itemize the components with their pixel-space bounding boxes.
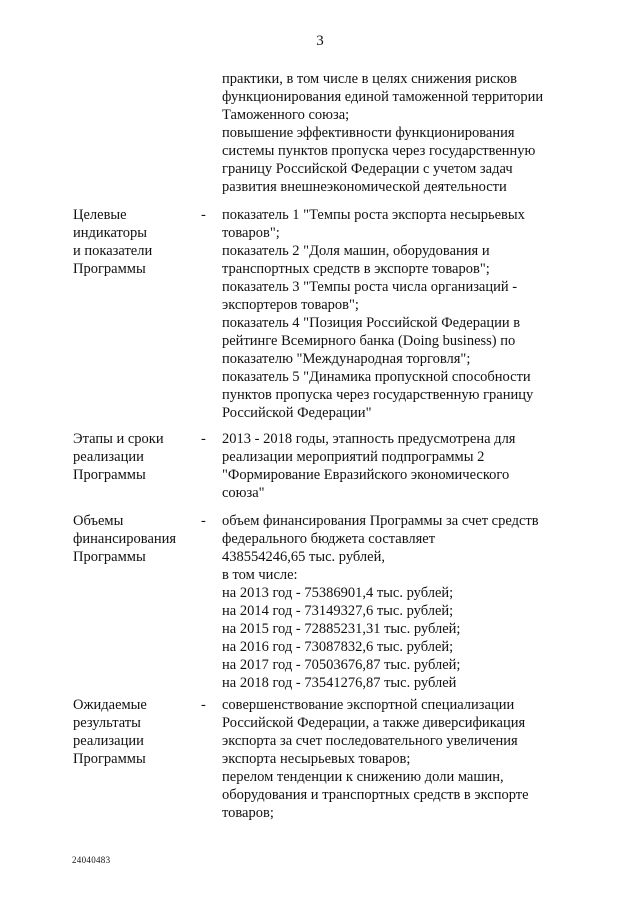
section-label [73,430,198,484]
section-label [73,512,198,566]
section-dash: - [201,207,206,223]
intro-content [222,70,582,196]
section-content [222,206,582,422]
text-line: объем финансирования Программы за счет средств [222,513,539,529]
label-line: и показатели [73,243,153,259]
label-line: Объемы [73,513,124,529]
text-line: Таможенного союза; [222,107,350,123]
text-line: развития внешнеэкономической деятельности [222,179,507,195]
text-line: пунктов пропуска через государственную границу [222,387,534,403]
text-line: показатель 3 "Темпы роста числа организаций - [222,279,518,295]
label-line: Программы [73,261,146,277]
funding-year-2015: на 2015 год - 72885231,31 тыс. рублей; [222,621,461,637]
label-line: реализации [73,733,144,749]
label-line: реализации [73,449,144,465]
text-line: практики, в том числе в целях снижения рисков [222,71,517,87]
label-line: Целевые [73,207,127,223]
text-line: функционирования единой таможенной территории [222,89,544,105]
text-line: Российской Федерации" [222,405,372,421]
funding-total: 438554246,65 тыс. рублей, [222,549,385,565]
text-line: "Формирование Евразийского экономического [222,467,510,483]
label-line: Программы [73,751,146,767]
text-line: федерального бюджета составляет [222,531,436,547]
funding-year-2018: на 2018 год - 73541276,87 тыс. рублей [222,675,457,691]
page-number: 3 [316,33,324,49]
text-line: границу Российской Федерации с учетом задач [222,161,513,177]
label-line: Программы [73,549,146,565]
section-dash: - [201,513,206,529]
text-line: совершенствование экспортной специализации [222,697,515,713]
section-dash: - [201,697,206,713]
section-content [222,512,582,692]
text-line: повышение эффективности функционирования [222,125,515,141]
section-dash: - [201,431,206,447]
section-content [222,430,582,502]
text-line: перелом тенденции к снижению доли машин, [222,769,504,785]
text-line: экспортеров товаров"; [222,297,359,313]
text-line: показателю "Международная торговля"; [222,351,471,367]
text-line: системы пунктов пропуска через государственную [222,143,536,159]
text-line: товаров"; [222,225,280,241]
section-label [73,206,198,278]
text-line: показатель 5 "Динамика пропускной способности [222,369,531,385]
text-line: транспортных средств в экспорте товаров"; [222,261,490,277]
text-line: в том числе: [222,567,298,583]
funding-year-2016: на 2016 год - 73087832,6 тыс. рублей; [222,639,454,655]
funding-year-2017: на 2017 год - 70503676,87 тыс. рублей; [222,657,461,673]
section-content [222,696,582,822]
text-line: экспорта за счет последовательного увеличения [222,733,518,749]
text-line: оборудования и транспортных средств в экспорте [222,787,529,803]
text-line: экспорта несырьевых товаров; [222,751,411,767]
section-label [73,696,198,768]
funding-year-2013: на 2013 год - 75386901,4 тыс. рублей; [222,585,454,601]
text-line: показатель 2 "Доля машин, оборудования и [222,243,490,259]
label-line: Этапы и сроки [73,431,164,447]
text-line: Российской Федерации, а также диверсификация [222,715,526,731]
label-line: финансирования [73,531,177,547]
label-line: результаты [73,715,141,731]
text-line: реализации мероприятий подпрограммы 2 [222,449,485,465]
label-line: Ожидаемые [73,697,147,713]
label-line: Программы [73,467,146,483]
text-line: показатель 4 "Позиция Российской Федерации в [222,315,521,331]
text-line: товаров; [222,805,274,821]
text-line: союза" [222,485,265,501]
funding-year-2014: на 2014 год - 73149327,6 тыс. рублей; [222,603,454,619]
text-line: 2013 - 2018 годы, этапность предусмотрена для [222,431,516,447]
text-line: показатель 1 "Темпы роста экспорта несырьевых [222,207,525,223]
document-code: 24040483 [72,855,111,865]
text-line: рейтинге Всемирного банка (Doing business) по [222,333,516,349]
label-line: индикаторы [73,225,147,241]
